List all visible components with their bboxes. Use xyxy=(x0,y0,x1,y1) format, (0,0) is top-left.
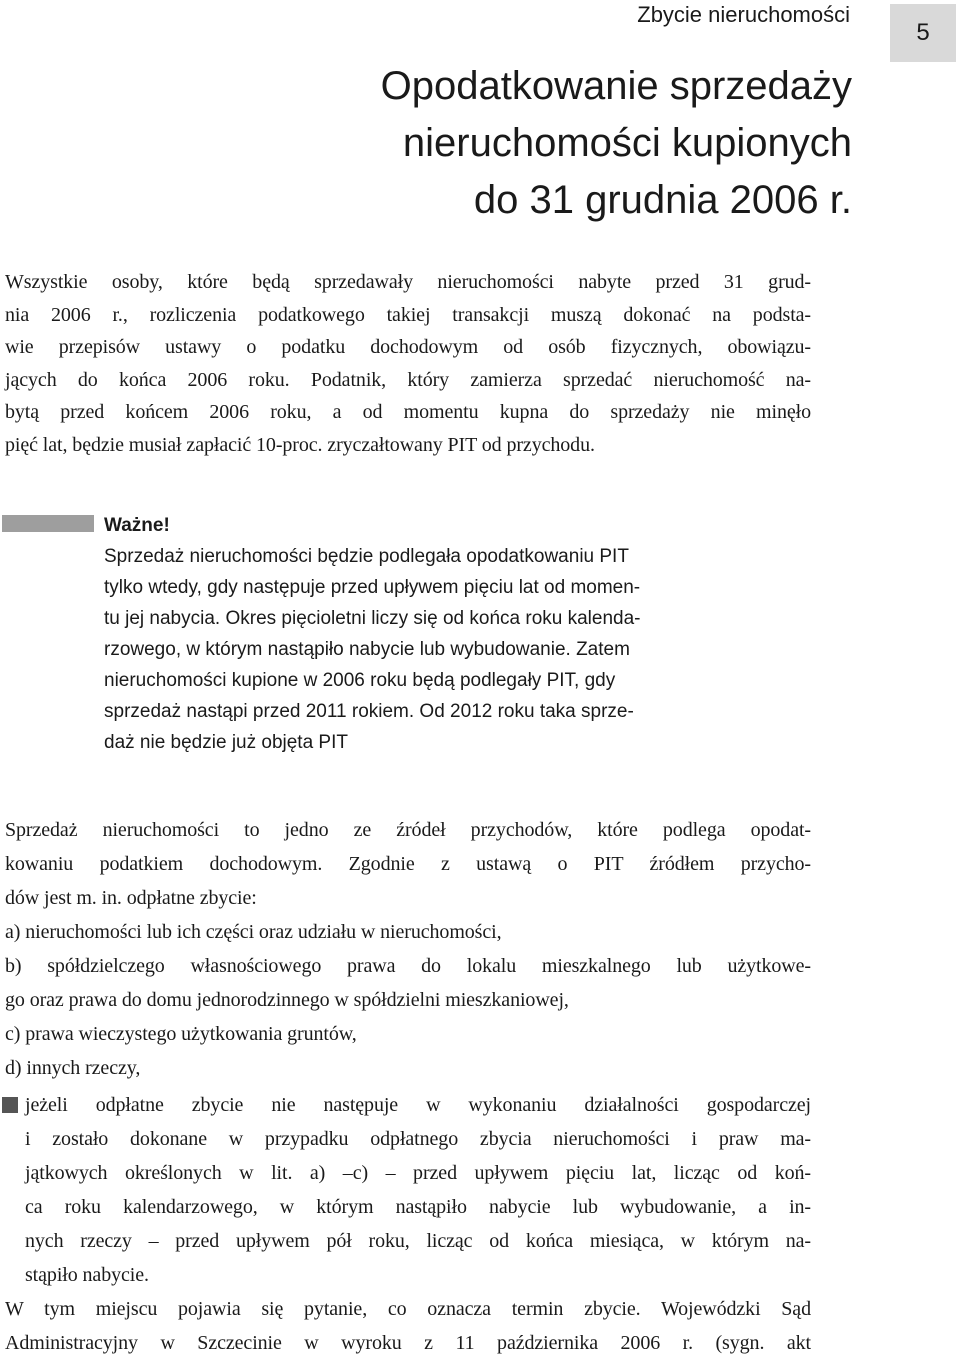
bullet-line: nych rzeczy – przed upływem pół roku, licząc od końca miesiąca, w którym na- xyxy=(25,1230,811,1252)
text-line: nia 2006 r., rozliczenia podatkowego takiej transakcji muszą dokonać na podsta- xyxy=(5,303,811,326)
text-line: dów jest m. in. odpłatne zbycie: xyxy=(5,887,257,909)
list-item-a: a) nieruchomości lub ich części oraz udziału w nieruchomości, xyxy=(5,921,502,943)
title-line: nieruchomości kupionych xyxy=(402,121,852,165)
note-line: daż nie będzie już objęta PIT xyxy=(104,732,348,753)
text-line: pięć lat, będzie musiał zapłacić 10-proc. zryczałtowany PIT od przychodu. xyxy=(5,433,595,456)
important-note xyxy=(104,510,734,758)
bullet-line: jątkowych określonych w lit. a) –c) – przed upływem pięciu lat, licząc od koń- xyxy=(25,1162,811,1184)
text-line: Sprzedaż nieruchomości to jedno ze źródeł przychodów, które podlega opodat- xyxy=(5,819,811,841)
bullet-line: jeżeli odpłatne zbycie nie następuje w wykonaniu działalności gospodarczej xyxy=(25,1094,811,1116)
list-item-d: d) innych rzeczy, xyxy=(5,1057,141,1079)
note-line: tu jej nabycia. Okres pięcioletni liczy się od końca roku kalenda- xyxy=(104,608,641,629)
title-line: do 31 grudnia 2006 r. xyxy=(473,178,852,222)
text-line: wie przepisów ustawy o podatku dochodowym od osób fizycznych, obowiązu- xyxy=(5,336,811,358)
body-paragraph xyxy=(5,813,811,1085)
note-marker-bar xyxy=(2,515,94,532)
note-line: tylko wtedy, gdy następuje przed upływem pięciu lat od momen- xyxy=(104,577,641,598)
text-line: kowaniu podatkiem dochodowym. Zgodnie z ustawą o PIT źródłem przycho- xyxy=(5,853,811,875)
note-line: sprzedaż nastąpi przed 2011 rokiem. Od 2012 roku taka sprze- xyxy=(104,701,634,722)
closing-paragraph xyxy=(5,1292,811,1360)
bullet-paragraph xyxy=(25,1088,811,1292)
list-item-b: b) spółdzielczego własnościowego prawa do lokalu mieszkalnego lub użytkowe- xyxy=(5,955,811,977)
list-item-c: c) prawa wieczystego użytkowania gruntów, xyxy=(5,1023,357,1045)
note-line: Sprzedaż nieruchomości będzie podlegała opodatkowaniu PIT xyxy=(104,546,629,567)
list-item-b-cont: go oraz prawa do domu jednorodzinnego w spółdzielni mieszkaniowej, xyxy=(5,989,569,1011)
intro-paragraph xyxy=(5,266,811,461)
note-line: rzowego, w którym nastąpiło nabycie lub wybudowanie. Zatem xyxy=(104,639,630,660)
chapter-number-box: 5 xyxy=(890,4,956,62)
bullet-line: i zostało dokonane w przypadku odpłatnego zbycia nieruchomości i praw ma- xyxy=(25,1128,811,1150)
text-line: jących do końca 2006 roku. Podatnik, który zamierza sprzedać nieruchomość na- xyxy=(5,368,811,391)
bullet-line: stąpiło nabycie. xyxy=(25,1264,149,1286)
running-header: Zbycie nieruchomości xyxy=(637,2,850,27)
title-line: Opodatkowanie sprzedaży xyxy=(380,64,852,108)
text-line: W tym miejscu pojawia się pytanie, co oznacza termin zbycie. Wojewódzki Sąd xyxy=(5,1298,811,1320)
bullet-line: ca roku kalendarzowego, w którym nastąpiło nabycie lub wybudowanie, a in- xyxy=(25,1196,811,1218)
page-title xyxy=(152,58,852,229)
text-line: Wszystkie osoby, które będą sprzedawały nieruchomości nabyte przed 31 grud- xyxy=(5,271,811,293)
text-line: Administracyjny w Szczecinie w wyroku z 11 października 2006 r. (sygn. akt xyxy=(5,1332,811,1354)
text-line: bytą przed końcem 2006 roku, a od momentu kupna do sprzedaży nie minęło xyxy=(5,401,811,423)
note-heading: Ważne! xyxy=(104,515,170,536)
bullet-square-icon xyxy=(2,1097,18,1113)
note-line: nieruchomości kupione w 2006 roku będą podlegały PIT, gdy xyxy=(104,670,616,691)
